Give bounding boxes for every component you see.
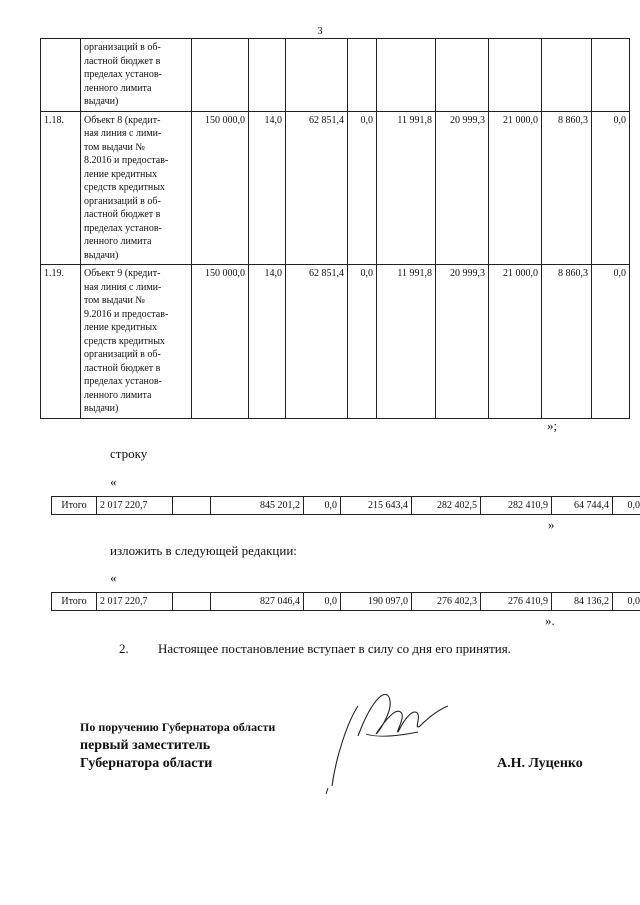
cell — [592, 39, 630, 112]
cell: 215 643,4 — [341, 497, 412, 515]
cell: 276 410,9 — [481, 593, 552, 611]
cell — [542, 39, 592, 112]
cell: 0,0 — [613, 497, 640, 515]
itogo-label: Итого — [52, 593, 97, 611]
itogo-label: Итого — [52, 497, 97, 515]
cell — [348, 39, 377, 112]
cell — [192, 39, 249, 112]
cell — [436, 39, 489, 112]
close-quote: » — [548, 517, 555, 532]
table-row — [41, 39, 630, 112]
cell: 0,0 — [592, 111, 630, 265]
cell — [286, 39, 348, 112]
cell: 0,0 — [348, 265, 377, 419]
cell — [489, 39, 542, 112]
cell: 0,0 — [304, 593, 341, 611]
stroku-text: строку — [110, 446, 148, 461]
cell: 8 860,3 — [542, 111, 592, 265]
signature-line-1: По поручению Губернатора области — [80, 720, 276, 734]
row-description: Объект 8 (кредит- ная линия с лими- том выдачи № 8.2016 и предостав- ление кредитных средств кредитных организаций в об- ластной бюджет в пределах установ- ленного лимита выдачи) — [81, 111, 192, 265]
cell: 827 046,4 — [211, 593, 304, 611]
cell: 0,0 — [304, 497, 341, 515]
cell — [377, 39, 436, 112]
cell: 64 744,4 — [552, 497, 613, 515]
cell: 845 201,2 — [211, 497, 304, 515]
signature-line-2: первый заместитель — [80, 738, 211, 753]
signatory-name: А.Н. Луценко — [497, 756, 583, 771]
cell: 282 402,5 — [412, 497, 481, 515]
page-number: 3 — [317, 26, 323, 37]
cell: 2 017 220,7 — [97, 593, 173, 611]
row-number: 1.18. — [41, 111, 81, 265]
cell — [173, 497, 211, 515]
open-quote: « — [110, 570, 117, 585]
cell: 150 000,0 — [192, 111, 249, 265]
cell: 62 851,4 — [286, 111, 348, 265]
cell — [249, 39, 286, 112]
itogo-new-table — [51, 592, 640, 611]
row-number: 1.19. — [41, 265, 81, 419]
cell: 62 851,4 — [286, 265, 348, 419]
cell: 276 402,3 — [412, 593, 481, 611]
cell: 0,0 — [348, 111, 377, 265]
cell: 11 991,8 — [377, 265, 436, 419]
row-number — [41, 39, 81, 112]
table-row — [52, 593, 640, 611]
cell: 14,0 — [249, 265, 286, 419]
cell: 8 860,3 — [542, 265, 592, 419]
cell: 150 000,0 — [192, 265, 249, 419]
handwritten-signature — [318, 676, 478, 796]
cell: 20 999,3 — [436, 265, 489, 419]
cell: 0,0 — [592, 265, 630, 419]
cell: 84 136,2 — [552, 593, 613, 611]
signature-line-3: Губернатора области — [80, 756, 213, 771]
cell: 11 991,8 — [377, 111, 436, 265]
row-description: Объект 9 (кредит- ная линия с лими- том выдачи № 9.2016 и предостав- ление кредитных средств кредитных организаций в об- ластной бюджет в пределах установ- ленного лимита выдачи) — [81, 265, 192, 419]
cell: 20 999,3 — [436, 111, 489, 265]
table-closing-quote: »; — [547, 418, 558, 433]
objects-table — [40, 38, 630, 419]
item-2-number: 2. — [119, 641, 129, 656]
table-row — [41, 265, 630, 419]
item-2-text: Настоящее постановление вступает в силу со дня его принятия. — [158, 641, 511, 656]
cell — [173, 593, 211, 611]
table-row — [41, 111, 630, 265]
izlozhit-text: изложить в следующей редакции: — [110, 543, 297, 558]
cell: 0,0 — [613, 593, 640, 611]
row-description: организаций в об- ластной бюджет в пределах установ- ленного лимита выдачи) — [81, 39, 192, 112]
cell: 21 000,0 — [489, 265, 542, 419]
cell: 2 017 220,7 — [97, 497, 173, 515]
cell: 190 097,0 — [341, 593, 412, 611]
open-quote: « — [110, 474, 117, 489]
cell: 14,0 — [249, 111, 286, 265]
itogo-old-table — [51, 496, 640, 515]
cell: 282 410,9 — [481, 497, 552, 515]
table-row — [52, 497, 640, 515]
cell: 21 000,0 — [489, 111, 542, 265]
close-quote: ». — [545, 613, 555, 628]
